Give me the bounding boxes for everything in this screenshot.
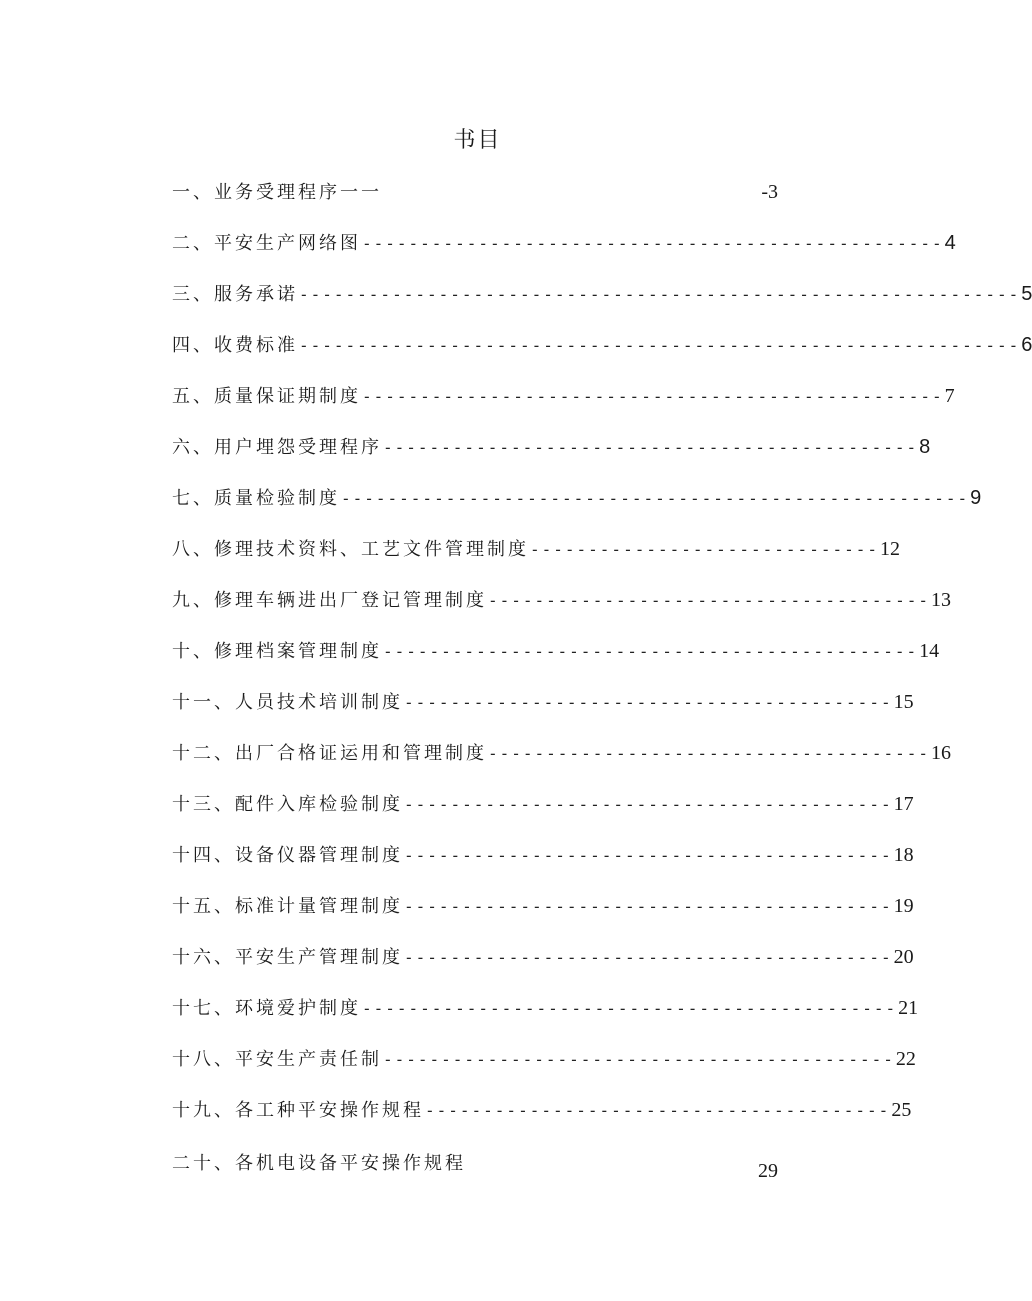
toc-entry[interactable] (172, 937, 914, 988)
toc-entry-page: -3 (761, 181, 778, 203)
toc-entry-leader: -------------------------------------------------- (362, 234, 944, 253)
toc-entry-page: 5 (1021, 283, 1032, 305)
toc-entry-page: 18 (893, 844, 914, 866)
toc-entry-label: 十九、各工种平安操作规程 (172, 1100, 424, 1121)
toc-entry-label: 四、收费标准 (172, 335, 298, 356)
toc-entry[interactable] (172, 988, 919, 1039)
toc-entry-leader: -------------------------------------------- (383, 1050, 895, 1069)
toc-entry-page: 8 (919, 436, 931, 458)
toc-entry-page: 22 (895, 1048, 916, 1070)
toc-entry-label: 十二、出厂合格证运用和管理制度 (172, 743, 487, 764)
toc-entry-label: 三、服务承诺 (172, 284, 298, 305)
toc-entry-leader: ---------------------------------------- (425, 1101, 891, 1120)
toc-entry-page: 21 (898, 997, 919, 1019)
toc-entry[interactable] (172, 886, 914, 937)
toc-entry-leader: -------------------------------------- (488, 744, 931, 763)
toc-entry-label: 七、质量检验制度 (172, 488, 340, 509)
toc-entry-label: 十一、人员技术培训制度 (172, 692, 403, 713)
toc-entry-page: 14 (919, 640, 940, 662)
toc-entry-leader: ---------------------------------------------- (383, 642, 919, 661)
toc-entry[interactable] (172, 1143, 778, 1194)
toc-entry-leader: ------------------------------------------ (404, 846, 893, 865)
toc-entry-page: 17 (893, 793, 914, 815)
toc-entry-leader: ------------------------------------------ (404, 948, 893, 967)
toc-entry-label: 十四、设备仪器管理制度 (172, 845, 403, 866)
toc-entry-label: 二、平安生产网络图 (172, 233, 361, 254)
toc-entry-leader: -------------------------------------------------------------- (299, 336, 1021, 355)
toc-entry-label: 六、用户埋怨受理程序 (172, 437, 382, 458)
toc-entry-label: 十三、配件入库检验制度 (172, 794, 403, 815)
toc-entry-leader: ------------------------------------------ (404, 795, 893, 814)
toc-entry[interactable] (172, 427, 931, 478)
toc-entry-leader: ------------------------------ (530, 540, 879, 559)
toc-entry[interactable] (172, 1039, 916, 1090)
toc-entry-page: 12 (879, 538, 900, 560)
toc-entry-page: 20 (893, 946, 914, 968)
toc-entry-page: 16 (931, 742, 952, 764)
toc-entry[interactable] (172, 784, 914, 835)
toc-entry-leader: -------------------------------------- (488, 591, 931, 610)
toc-entry-label: 十六、平安生产管理制度 (172, 947, 403, 968)
toc-entry[interactable] (172, 325, 1032, 376)
toc-entry-page: 4 (944, 232, 956, 254)
toc-entry-leader: ------------------------------------------ (404, 693, 893, 712)
toc-title: 书目 (453, 128, 502, 153)
toc-entry-label: 九、修理车辆进出厂登记管理制度 (172, 590, 487, 611)
toc-entry[interactable] (172, 631, 940, 682)
toc-entry[interactable] (172, 223, 956, 274)
toc-entry-page: 15 (893, 691, 914, 713)
toc-entry[interactable] (172, 478, 982, 529)
toc-entry-label: 五、质量保证期制度 (172, 386, 361, 407)
toc-entry-page: 13 (931, 589, 952, 611)
toc-entry[interactable] (172, 1090, 912, 1141)
toc-entry[interactable] (172, 376, 955, 427)
toc-entry-page: 6 (1021, 334, 1032, 356)
toc-entry[interactable] (172, 835, 914, 886)
toc-entry-label: 八、修理技术资料、工艺文件管理制度 (172, 539, 529, 560)
toc-entry-leader: ------------------------------------------------------ (341, 489, 970, 508)
toc-entry[interactable] (172, 733, 952, 784)
toc-entry-page: 19 (893, 895, 914, 917)
toc-entry-label: 十五、标准计量管理制度 (172, 896, 403, 917)
toc-entry[interactable] (172, 580, 952, 631)
toc-entry-page: 25 (891, 1099, 912, 1121)
toc-entry-label: 十七、环境爱护制度 (172, 998, 361, 1019)
toc-entry-label: 十、修理档案管理制度 (172, 641, 382, 662)
toc-entry-page: 7 (944, 385, 955, 407)
toc-entry-leader: -------------------------------------------------------------- (299, 285, 1021, 304)
toc-entry-label: 一、业务受理程序一一 (172, 182, 382, 203)
toc-entry-page: 9 (970, 487, 982, 509)
toc-entry[interactable] (172, 274, 1032, 325)
toc-entry-leader: ---------------------------------------------- (362, 999, 898, 1018)
toc-entry-leader: -------------------------------------------------- (362, 387, 944, 406)
toc-entry[interactable] (172, 172, 778, 223)
toc-entry-page: 29 (758, 1160, 778, 1182)
toc-list (172, 172, 1032, 1194)
toc-entry-leader: ------------------------------------------ (404, 897, 893, 916)
toc-entry-label: 十八、平安生产责任制 (172, 1049, 382, 1070)
toc-entry[interactable] (172, 682, 914, 733)
toc-entry-label: 二十、各机电设备平安操作规程 (172, 1153, 466, 1174)
toc-entry-leader: ---------------------------------------------- (383, 438, 919, 457)
toc-entry[interactable] (172, 529, 900, 580)
